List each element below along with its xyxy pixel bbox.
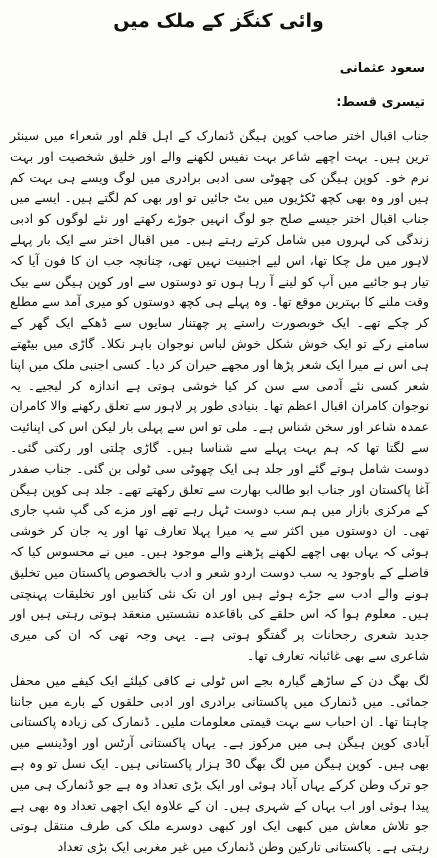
article-body	[10, 126, 429, 858]
author-name: سعود عثمانی	[339, 61, 425, 76]
paragraph: جناب اقبال اختر صاحب کوپن ہیگن ڈنمارک کے اہل قلم اور شعراء میں سینئر ترین ہیں۔ بہت اچھے شاعر بہت نفیس لکھنے والے اور خلیق شخصیت اور بہت نرم خو۔ کوپن ہیگن کی چھوٹی سی ادبی برادری میں لوگ ویسے ہی بہت کم ہیں اور وہ بھی کچھ ٹکڑیوں میں بٹ جائیں تو اور بھی کم لگتے ہیں۔ ایسے میں جناب اقبال اختر جیسے صلح جو لوگ انہیں جوڑے رکھتے اور نئے لوگوں کو ادبی زندگی کی لہروں میں شامل کرتے رہتے ہیں۔ میں اقبال اختر سے ایک بار پہلے لاہور میں مل چکا تھا، اس لیے اجنبیت نہیں تھی، چنانچہ جب ان کا فون آیا کہ تیار ہو جائیے میں آپ کو لینے آ رہا ہوں تو دوستوں سے اور کوپن ہیگن سے بیک وقت ملنے کا بہترین موقع تھا۔ وہ پہلے ہی کچھ دوستوں کو میری آمد سے مطلع کر چکے تھے۔ ایک خوبصورت راستے پر چھتنار سایوں سے ڈھکے ایک گھر کے سامنے رکے تو ایک خوش شکل خوش لباس نوجوان باہر نکلا۔ گاڑی میں بیٹھتے ہی اس نے میرا ایک شعر پڑھا اور مجھے حیران کر دیا۔ کسی اجنبی ملک میں اپنا شعر کسی نئے آدمی سے سن کر کیا خوشی ہوتی ہے اندازہ کر لیجیے۔ یہ نوجوان کامران اقبال اعظم تھا۔ بنیادی طور پر لاہور سے تعلق رکھنے والا کامران عمدہ شاعر اور سخن شناس ہے۔ ملی تو اس سے پہلی بار لیکن اس کی اپنائیت سے لگتا تھا کہ ہم بہت پہلے سے شناسا ہیں۔ گاڑی چلتی اور رکتی گئی۔ دوست شامل ہوتے گئے اور جلد ہی ایک چھوٹی سی ٹولی بن گئی۔ جناب صفدر آغا پاکستان اور جناب ابو طالب بھارت سے تعلق رکھتے تھے۔ جلد ہی کوپن ہیگن کے مرکزی بازار میں ہم سب دوست ٹہل رہے تھے اور مزے کی گپ شپ جاری تھی۔ ان دوستوں میں اکثر سے یہ میرا پہلا تعارف تھا اور یہ جان کر خوشی ہوئی کہ یہاں بھی اچھے لکھنے پڑھنے والے موجود ہیں۔ میں نے محسوس کیا کہ فاصلے کے باوجود یہ سب دوست اردو شعر و ادب بالخصوص پاکستان میں تخلیق ہونے والے ادب سے جڑے ہوئے ہیں اور ان تک نئی کتابیں اور تخلیقات پہنچتی ہیں۔ معلوم ہوا کہ اس حلقے کی باقاعدہ نشستیں منعقد ہوتی رہتی ہیں اور جدید شعری رجحانات پر گفتگو ہوتی ہے۔ یہی وجہ تھی کہ ان کی میری شاعری سے بھی غائبانہ تعارف تھا۔	[10, 128, 429, 663]
paragraph: لگ بھگ دن کے ساڑھے گیارہ بجے اس ٹولی نے کافی کیلئے ایک کیفے میں محفل جمائی۔ میں ڈنمارک میں پاکستانی برادری اور ادبی حلقوں کے بارے میں جاننا چاہتا تھا۔ ان احباب سے بہت قیمتی معلومات ملیں۔ ڈنمارک کی زیادہ پاکستانی آبادی کوپن ہیگن ہی میں مرکوز ہے۔ یہاں پاکستانی آرٹس اور اوڈینسے میں بھی ہیں۔ کوپن ہیگن میں لگ بھگ 30 ہزار پاکستانی ہیں۔ ایک نسل تو وہ ہے جو ترک وطن کرکے یہاں آباد ہوئی اور ایک بڑی تعداد وہ ہے جو ڈنمارک ہی میں پیدا ہوئی اور اب یہاں کے شہری ہیں۔ ان کے علاوہ ایک اچھی تعداد وہ بھی ہے جو تلاش معاش میں کبھی ایک اور کبھی دوسرے ملک کی طرف منتقل ہوتی رہتی ہے۔ پاکستانی تارکین وطن ڈنمارک میں غیر مغربی ایک بڑی تعداد	[10, 672, 429, 855]
article-title: وائی کنگز کے ملک میں	[113, 10, 324, 32]
episode-label: تیسری قسط:	[336, 95, 425, 110]
